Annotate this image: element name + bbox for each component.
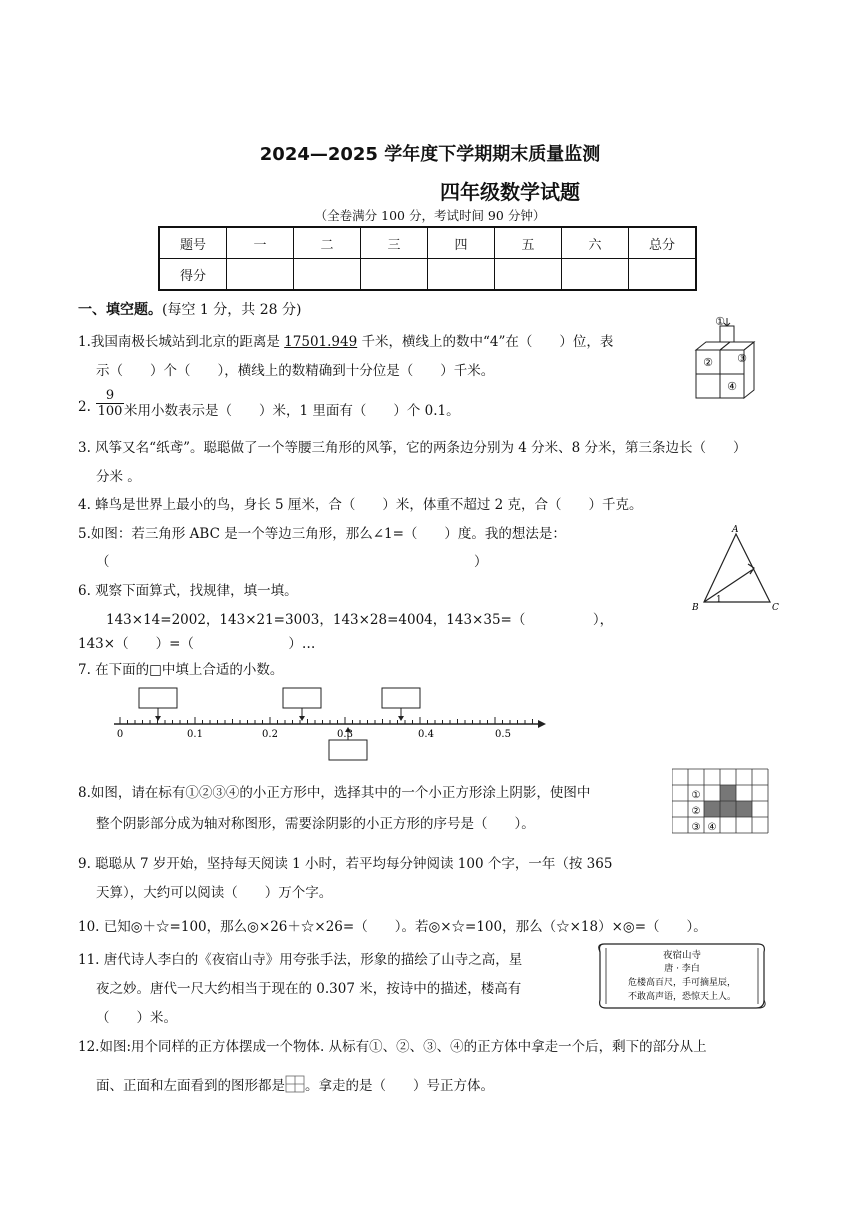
question-12-line2 — [96, 1074, 494, 1094]
exam-title: 2024—2025 学年度下学期期末质量监测 — [259, 144, 601, 165]
question-8-line2: 整个阴影部分成为轴对称图形，需要涂阴影的小正方形的序号是（ ）。 — [96, 816, 535, 832]
question-4: 4. 蜂鸟是世界上最小的鸟，身长 5 厘米，合（ ）米，体重不超过 2 克，合（ ）千克。 — [78, 497, 643, 513]
question-6: 6. 观察下面算式，找规律，填一填。 — [78, 583, 298, 599]
question-6-pattern: 143×（ ）=（ ）… — [78, 636, 316, 652]
exam-subtitle: 四年级数学试题 — [440, 180, 580, 204]
score-table-header-row — [159, 227, 696, 259]
fraction-numerator: 9 — [96, 388, 124, 404]
fraction-denominator: 100 — [97, 404, 123, 419]
number-line-answer-box[interactable] — [139, 688, 177, 708]
shaded-square — [704, 801, 720, 817]
grid-label-4: ④ — [707, 822, 717, 833]
question-2-fraction — [96, 388, 124, 419]
cube-label-1: ① — [715, 315, 725, 328]
score-table — [158, 226, 697, 291]
score-table-cell: 五 — [495, 227, 562, 259]
grid-label-2: ② — [691, 806, 701, 817]
shaded-square — [720, 801, 736, 817]
question-3-line2: 分米 。 — [96, 469, 141, 485]
question-1-line1 — [78, 330, 613, 350]
question-1-line2: 示（ ）个（ ），横线上的数精确到十分位是（ ）千米。 — [96, 363, 495, 379]
triangle-label-b: B — [692, 603, 699, 612]
shaded-square — [720, 785, 736, 801]
question-7: 7. 在下面的□中填上合适的小数。 — [78, 662, 284, 678]
score-table-cell: 四 — [428, 227, 495, 259]
grid-label-1: ① — [691, 790, 701, 801]
grid-label-3: ③ — [691, 822, 701, 833]
score-table-cell: 三 — [361, 227, 428, 259]
poem-scroll-figure — [594, 938, 770, 1012]
score-input-cell[interactable] — [227, 259, 294, 291]
cube-label-2: ② — [703, 356, 713, 369]
triangle-label-a: A — [732, 525, 739, 535]
q1-underlined-number: 17501.949 — [284, 334, 358, 350]
score-row-label: 得分 — [159, 259, 227, 291]
q12-text-post: 。拿走的是（ ）号正方体。 — [305, 1078, 494, 1094]
score-input-cell[interactable] — [294, 259, 361, 291]
number-line-label: 0.3 — [337, 729, 353, 740]
number-line-answer-box[interactable] — [283, 688, 321, 708]
number-line-answer-box[interactable] — [329, 740, 367, 760]
question-11-line3: （ ）米。 — [96, 1010, 177, 1026]
cube-label-3: ③ — [737, 352, 747, 365]
q1-text-post: 千米，横线上的数中“4”在（ ）位，表 — [357, 334, 614, 350]
section-note: (每空 1 分，共 28 分) — [162, 302, 302, 318]
score-table-cell: 二 — [294, 227, 361, 259]
triangle-abc-figure — [690, 524, 790, 612]
question-10: 10. 已知◎＋☆=100，那么◎×26＋☆×26=（ ）。若◎×☆=100，那么（☆×18）×◎=（ ）。 — [78, 919, 707, 935]
number-line-label: 0.2 — [262, 729, 278, 740]
question-9-line2: 天算），大约可以阅读（ ）万个字。 — [96, 885, 333, 901]
triangle-label-c: C — [772, 603, 779, 612]
number-line-label: 0.4 — [418, 729, 434, 740]
score-input-cell[interactable] — [629, 259, 697, 291]
question-3-line1: 3. 风筝又名“纸鸢”。聪聪做了一个等腰三角形的风筝，它的两条边分别为 4 分米、8 分米，第三条边长（ ） — [78, 440, 747, 456]
score-input-cell[interactable] — [361, 259, 428, 291]
symmetry-grid-figure — [672, 768, 770, 834]
poem-title: 夜宿山寺 — [662, 950, 702, 961]
question-9-line1: 9. 聪聪从 7 岁开始，坚持每天阅读 1 小时，若平均每分钟阅读 100 个字，一年（按 365 — [78, 856, 613, 872]
question-5-line1: 5.如图：若三角形 ABC 是一个等边三角形，那么∠1=（ ）度。我的想法是： — [78, 526, 566, 542]
number-line-label: 0.5 — [495, 729, 511, 740]
question-2-number: 2. — [78, 399, 91, 415]
q1-text: 1.我国南极长城站到北京的距离是 — [78, 334, 285, 350]
poem-line-2: 不敢高声语，恐惊天上人。 — [627, 992, 737, 1002]
question-11-line1: 11. 唐代诗人李白的《夜宿山寺》用夸张手法，形象的描绘了山寺之高，星 — [78, 952, 523, 968]
question-11-line2: 夜之妙。唐代一尺大约相当于现在的 0.307 米，按诗中的描述，楼高有 — [96, 981, 522, 997]
score-table-cell: 六 — [562, 227, 629, 259]
score-input-cell[interactable] — [428, 259, 495, 291]
poem-line-1: 危楼高百尺，手可摘星辰， — [627, 978, 737, 988]
number-line-label: 0 — [116, 729, 124, 740]
two-by-two-squares-icon — [285, 1075, 305, 1093]
cube-stack-figure — [690, 314, 774, 402]
score-input-cell[interactable] — [562, 259, 629, 291]
cube-label-4: ④ — [727, 380, 737, 393]
score-table-cell: 总分 — [629, 227, 697, 259]
number-line-figure — [108, 684, 548, 764]
shaded-square — [736, 801, 752, 817]
score-table-score-row — [159, 259, 696, 291]
question-8-line1: 8.如图，请在标有①②③④的小正方形中，选择其中的一个小正方形涂上阴影，使图中 — [78, 785, 591, 801]
number-line-label: 0.1 — [187, 729, 203, 740]
number-line-answer-box[interactable] — [382, 688, 420, 708]
score-input-cell[interactable] — [495, 259, 562, 291]
question-2-text: 米用小数表示是（ ）米，1 里面有（ ）个 0.1。 — [124, 403, 460, 419]
question-6-series: 143×14=2002，143×21=3003，143×28=4004，143×35=（ ）， — [106, 612, 614, 628]
question-5-answer-blank[interactable]: （ ） — [96, 554, 488, 570]
angle-label-1: 1 — [716, 595, 722, 605]
question-12-line1: 12.如图:用个同样的正方体摆成一个物体. 从标有①、②、③、④的正方体中拿走一个后，剩下的部分从上 — [78, 1039, 707, 1055]
exam-note: （全卷满分 100 分，考试时间 90 分钟） — [314, 208, 546, 223]
section-title: 一、填空题。 — [78, 302, 162, 318]
section-heading — [78, 299, 301, 319]
score-table-cell: 一 — [227, 227, 294, 259]
score-table-cell: 题号 — [159, 227, 227, 259]
poem-author: 唐 · 李白 — [664, 964, 700, 974]
q12-text: 面、正面和左面看到的图形都是 — [96, 1078, 285, 1094]
